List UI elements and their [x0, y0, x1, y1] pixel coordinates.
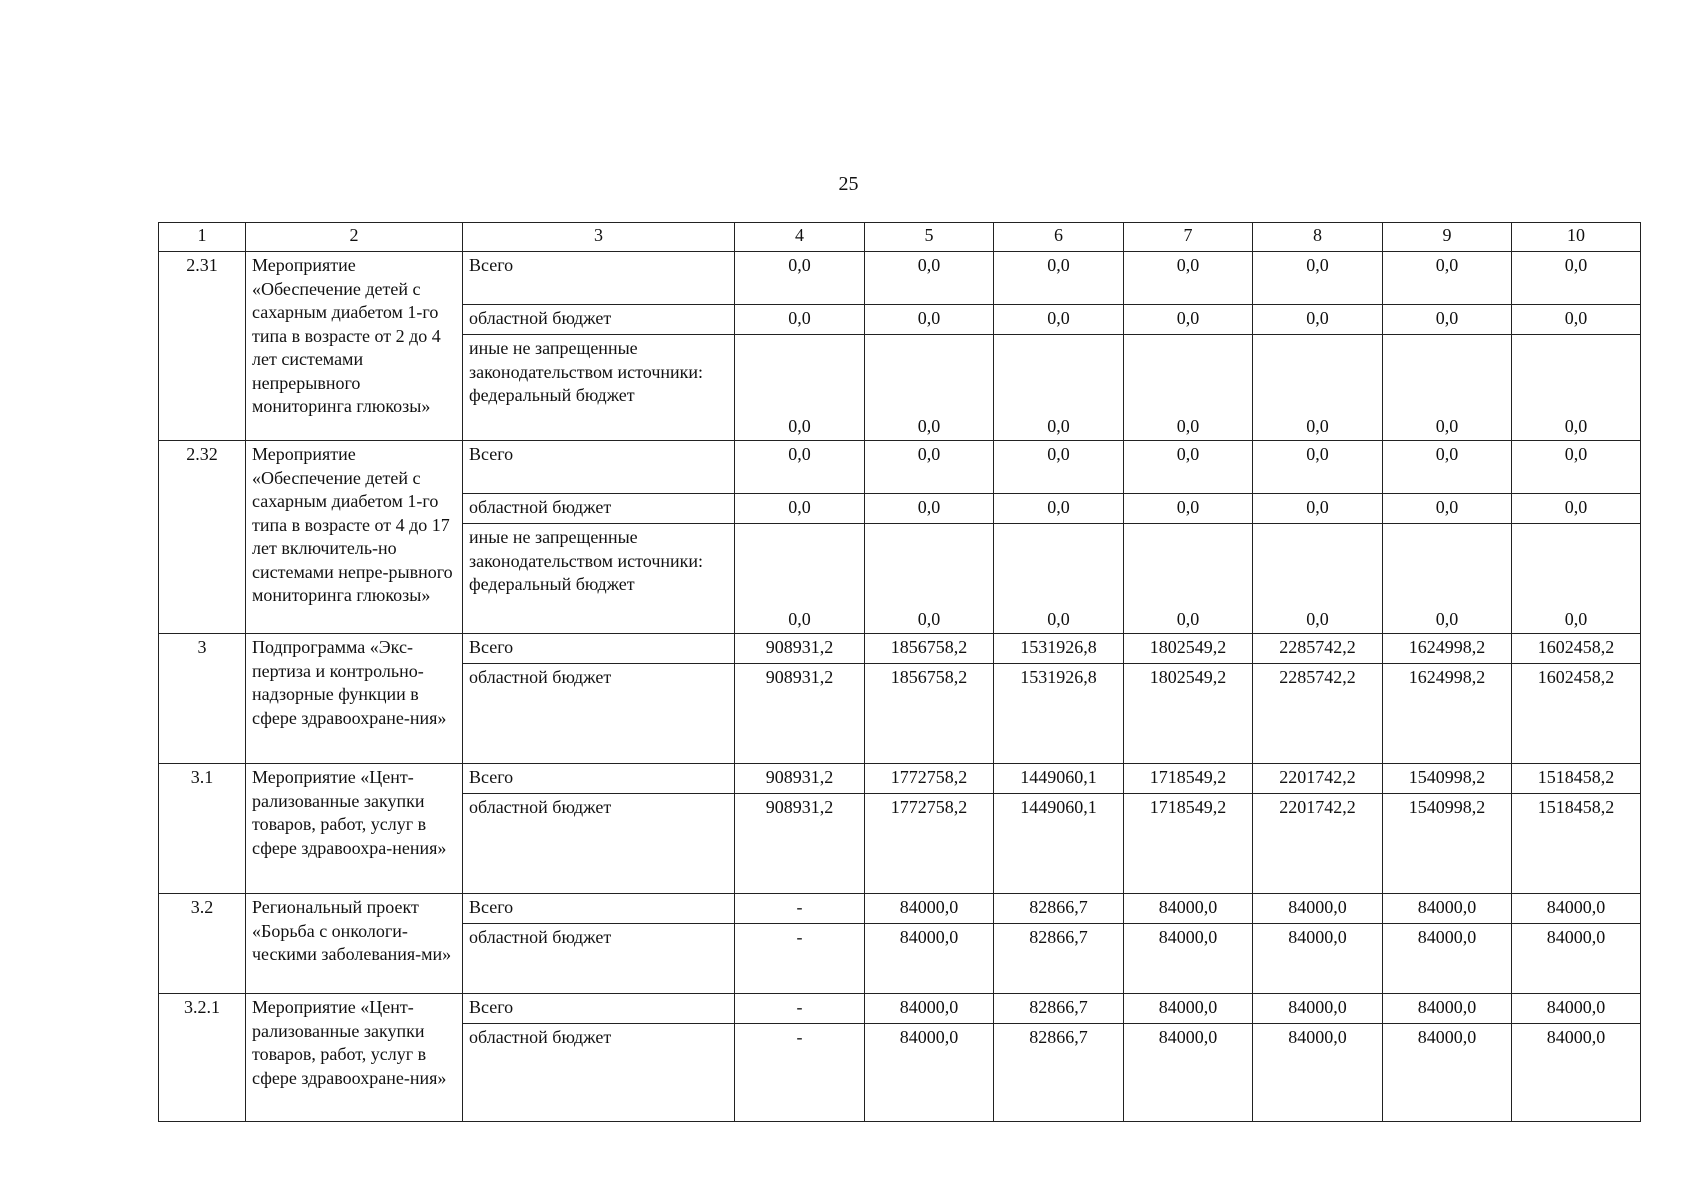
funding-source-sublabel: федеральный бюджет [469, 574, 635, 594]
funding-source [463, 335, 735, 441]
column-header: 9 [1383, 223, 1512, 252]
value-cell: 0,0 [994, 305, 1124, 335]
value-cell: 1772758,2 [865, 794, 994, 894]
value-cell: 0,0 [1512, 441, 1641, 494]
value-cell: 0,0 [994, 441, 1124, 494]
value-cell: 0,0 [1512, 494, 1641, 524]
value-cell: 82866,7 [994, 1024, 1124, 1122]
value-cell: 84000,0 [1383, 924, 1512, 994]
value-cell: 0,0 [1124, 524, 1253, 634]
funding-source-label: иные не запрещенные законодательством источники: [469, 527, 704, 571]
value-cell: 84000,0 [865, 924, 994, 994]
column-header: 3 [463, 223, 735, 252]
value-cell: 1624998,2 [1383, 664, 1512, 764]
value-cell: 0,0 [994, 494, 1124, 524]
value-cell: 0,0 [1512, 305, 1641, 335]
value-cell: 1602458,2 [1512, 664, 1641, 764]
value-cell: 0,0 [1383, 441, 1512, 494]
funding-source-label: иные не запрещенные законодательством источники: [469, 338, 704, 382]
row-number: 2.32 [159, 441, 246, 634]
value-cell: - [735, 894, 865, 924]
funding-source [463, 1024, 735, 1122]
funding-source-label: Всего [469, 255, 514, 275]
value-cell: 84000,0 [865, 1024, 994, 1122]
value-cell: 1802549,2 [1124, 634, 1253, 664]
value-cell: 1856758,2 [865, 664, 994, 764]
value-cell: 1540998,2 [1383, 764, 1512, 794]
row-number: 3.2.1 [159, 994, 246, 1122]
value-cell: 1802549,2 [1124, 664, 1253, 764]
value-cell: 2285742,2 [1253, 634, 1383, 664]
value-cell: 1624998,2 [1383, 634, 1512, 664]
value-cell: 1531926,8 [994, 664, 1124, 764]
page-number: 25 [838, 173, 859, 195]
value-cell: 1772758,2 [865, 764, 994, 794]
funding-source [463, 252, 735, 305]
table-row [159, 894, 1641, 924]
value-cell: 84000,0 [1383, 1024, 1512, 1122]
header-row [159, 223, 1641, 252]
value-cell: 1602458,2 [1512, 634, 1641, 664]
value-cell: 1449060,1 [994, 794, 1124, 894]
funding-source [463, 924, 735, 994]
value-cell: 0,0 [1124, 305, 1253, 335]
funding-source-label: Всего [469, 997, 514, 1017]
value-cell: 84000,0 [865, 994, 994, 1024]
value-cell: 908931,2 [735, 764, 865, 794]
column-header: 8 [1253, 223, 1383, 252]
row-number: 3 [159, 634, 246, 764]
value-cell: 0,0 [1512, 524, 1641, 634]
value-cell: 0,0 [1383, 305, 1512, 335]
funding-source [463, 994, 735, 1024]
row-name: Региональный проект «Борьба с онкологи-ческими заболевания-ми» [246, 894, 463, 994]
value-cell: 0,0 [865, 494, 994, 524]
row-name: Мероприятие «Цент-рализованные закупки товаров, работ, услуг в сфере здравоохране-ния» [246, 994, 463, 1122]
row-number: 2.31 [159, 252, 246, 441]
value-cell: 2201742,2 [1253, 794, 1383, 894]
column-header: 4 [735, 223, 865, 252]
row-name: Подпрограмма «Экс-пертиза и контрольно-надзорные функции в сфере здравоохране-ния» [246, 634, 463, 764]
funding-source [463, 794, 735, 894]
value-cell: 0,0 [1253, 494, 1383, 524]
value-cell: 0,0 [865, 252, 994, 305]
value-cell: 84000,0 [1512, 1024, 1641, 1122]
value-cell: 0,0 [1383, 335, 1512, 441]
value-cell: 84000,0 [1383, 994, 1512, 1024]
value-cell: 0,0 [735, 335, 865, 441]
funding-source-label: областной бюджет [469, 1027, 612, 1047]
column-header: 1 [159, 223, 246, 252]
budget-table [158, 222, 1641, 1122]
value-cell: 0,0 [735, 441, 865, 494]
value-cell: 0,0 [865, 335, 994, 441]
funding-source [463, 305, 735, 335]
value-cell: 0,0 [1253, 252, 1383, 305]
value-cell: 1449060,1 [994, 764, 1124, 794]
value-cell: 0,0 [994, 252, 1124, 305]
table-row [159, 994, 1641, 1024]
value-cell: 0,0 [865, 441, 994, 494]
value-cell: 0,0 [735, 524, 865, 634]
value-cell: 908931,2 [735, 794, 865, 894]
table-row [159, 634, 1641, 664]
funding-source-label: Всего [469, 767, 514, 787]
value-cell: 1531926,8 [994, 634, 1124, 664]
value-cell: 0,0 [865, 305, 994, 335]
funding-source [463, 441, 735, 494]
value-cell: 0,0 [1383, 252, 1512, 305]
funding-source-label: областной бюджет [469, 927, 612, 947]
value-cell: 0,0 [1253, 335, 1383, 441]
value-cell: 84000,0 [1124, 1024, 1253, 1122]
value-cell: - [735, 924, 865, 994]
value-cell: 0,0 [1383, 494, 1512, 524]
value-cell: 0,0 [1124, 252, 1253, 305]
value-cell: 0,0 [735, 252, 865, 305]
column-header: 5 [865, 223, 994, 252]
value-cell: 0,0 [1253, 305, 1383, 335]
value-cell: 1540998,2 [1383, 794, 1512, 894]
funding-source-sublabel: федеральный бюджет [469, 385, 635, 405]
value-cell: 1518458,2 [1512, 764, 1641, 794]
funding-source [463, 524, 735, 634]
value-cell: 82866,7 [994, 924, 1124, 994]
value-cell: - [735, 994, 865, 1024]
value-cell: 84000,0 [1124, 894, 1253, 924]
value-cell: 908931,2 [735, 634, 865, 664]
column-header: 6 [994, 223, 1124, 252]
value-cell: 84000,0 [1512, 894, 1641, 924]
value-cell: 84000,0 [1124, 994, 1253, 1024]
value-cell: - [735, 1024, 865, 1122]
value-cell: 0,0 [1253, 441, 1383, 494]
value-cell: 0,0 [1512, 335, 1641, 441]
value-cell: 1856758,2 [865, 634, 994, 664]
funding-source [463, 494, 735, 524]
table-row [159, 252, 1641, 305]
value-cell: 0,0 [865, 524, 994, 634]
funding-source-label: Всего [469, 637, 514, 657]
value-cell: 0,0 [1124, 441, 1253, 494]
value-cell: 84000,0 [1253, 894, 1383, 924]
column-header: 7 [1124, 223, 1253, 252]
row-name: Мероприятие «Цент-рализованные закупки товаров, работ, услуг в сфере здравоохра-нения» [246, 764, 463, 894]
funding-source-label: Всего [469, 444, 514, 464]
funding-source [463, 664, 735, 764]
value-cell: 84000,0 [1253, 924, 1383, 994]
value-cell: 84000,0 [1512, 924, 1641, 994]
value-cell: 84000,0 [1124, 924, 1253, 994]
value-cell: 908931,2 [735, 664, 865, 764]
row-name: Мероприятие «Обеспечение детей с сахарным диабетом 1-го типа в возрасте от 4 до 17 лет включитель-но системами непре-рывного мониторинга глюкозы» [246, 441, 463, 634]
table-row [159, 441, 1641, 494]
value-cell: 0,0 [994, 524, 1124, 634]
column-header: 10 [1512, 223, 1641, 252]
value-cell: 0,0 [994, 335, 1124, 441]
funding-source [463, 894, 735, 924]
row-number: 3.1 [159, 764, 246, 894]
value-cell: 0,0 [1253, 524, 1383, 634]
funding-source-label: областной бюджет [469, 497, 612, 517]
value-cell: 84000,0 [1253, 1024, 1383, 1122]
value-cell: 0,0 [1383, 524, 1512, 634]
value-cell: 0,0 [1124, 494, 1253, 524]
funding-source-label: областной бюджет [469, 308, 612, 328]
funding-source [463, 634, 735, 664]
value-cell: 84000,0 [1383, 894, 1512, 924]
value-cell: 1718549,2 [1124, 794, 1253, 894]
value-cell: 84000,0 [865, 894, 994, 924]
funding-source-label: областной бюджет [469, 797, 612, 817]
value-cell: 0,0 [735, 494, 865, 524]
value-cell: 82866,7 [994, 994, 1124, 1024]
value-cell: 1518458,2 [1512, 794, 1641, 894]
funding-source [463, 764, 735, 794]
value-cell: 2285742,2 [1253, 664, 1383, 764]
value-cell: 0,0 [735, 305, 865, 335]
column-header: 2 [246, 223, 463, 252]
row-number: 3.2 [159, 894, 246, 994]
value-cell: 82866,7 [994, 894, 1124, 924]
value-cell: 84000,0 [1253, 994, 1383, 1024]
table-row [159, 764, 1641, 794]
value-cell: 0,0 [1124, 335, 1253, 441]
value-cell: 2201742,2 [1253, 764, 1383, 794]
value-cell: 84000,0 [1512, 994, 1641, 1024]
funding-source-label: областной бюджет [469, 667, 612, 687]
row-name: Мероприятие «Обеспечение детей с сахарным диабетом 1-го типа в возрасте от 2 до 4 лет системами непрерывного мониторинга глюкозы» [246, 252, 463, 441]
value-cell: 1718549,2 [1124, 764, 1253, 794]
value-cell: 0,0 [1512, 252, 1641, 305]
funding-source-label: Всего [469, 897, 514, 917]
